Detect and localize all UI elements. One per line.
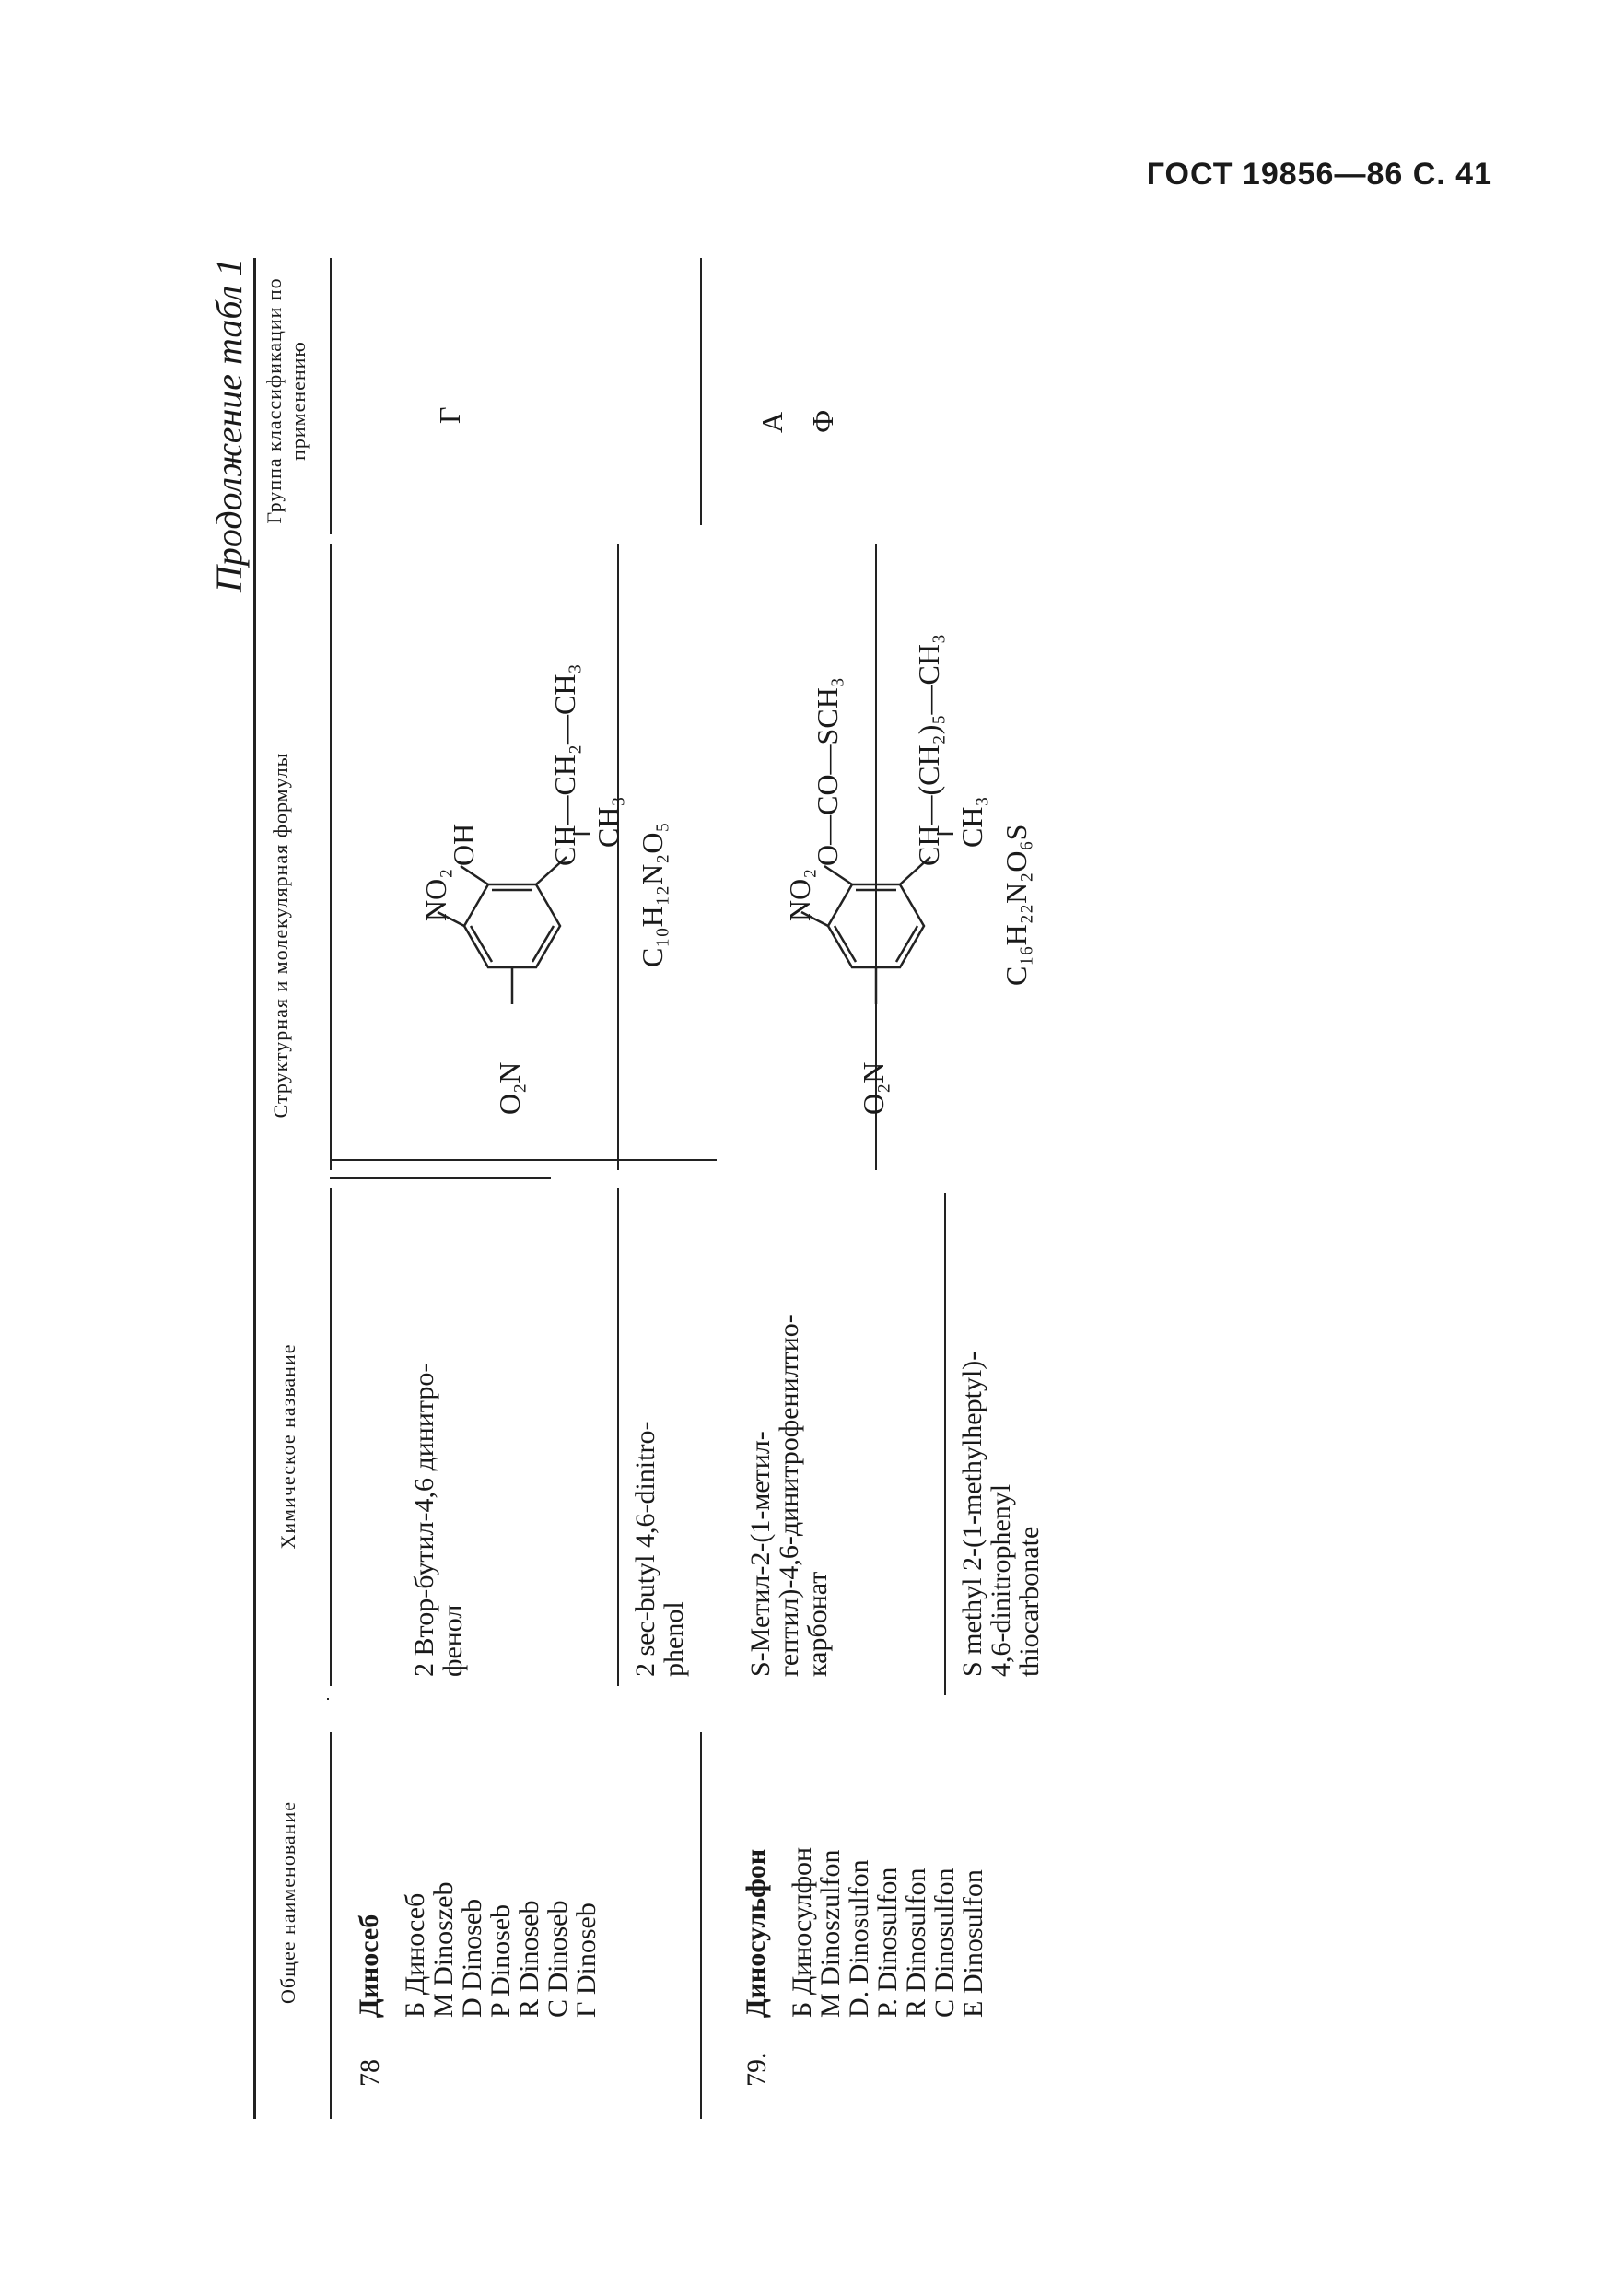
- row-79-synonyms: Б Диносулфон М Dinoszulfon D. Dinosulfon P. Dinosulfon R Dinosulfon C Dinosulfon E Dinosulfon: [787, 1846, 988, 2018]
- row-79-no2: NO₂: [783, 868, 816, 921]
- row-78-chain: CH—CH₂—CH₃: [548, 663, 581, 866]
- row-79-o2n: O₂N: [857, 1061, 890, 1115]
- row-78-chem-ru: 2 Втор-бутил-4,6 динитро- фенол: [409, 1363, 468, 1677]
- row-78-no2: NO₂: [419, 868, 452, 921]
- row-79-chain: CH—(CH₂)₅—CH₃: [912, 633, 945, 866]
- row-79-common-name: Диносульфон: [741, 1848, 771, 2018]
- header-rule-common: [330, 1732, 332, 2119]
- page-header: ГОСТ 19856—86 С. 41: [1146, 157, 1492, 192]
- sub-separator-78: [617, 1188, 619, 1686]
- sub-separator-79: [944, 1193, 946, 1695]
- row-78-molecular: C₁₀H₁₂N₂O₅: [636, 822, 669, 967]
- col-header-struct: Структурная и молекулярная формулы: [269, 752, 292, 1118]
- header-rule-group: [330, 258, 332, 534]
- table-top-rule: [253, 258, 256, 2119]
- rotated-table: [208, 258, 1492, 2119]
- row-78-oh: OH: [447, 823, 480, 866]
- row-78-common-name: Диносеб: [354, 1914, 384, 2018]
- row-78-synonyms: Б Диносеб М Dinoszeb D Dinoseb P Dinoseb R Dinoseb C Dinoseb Г Dinoseb: [400, 1881, 602, 2018]
- row-separator-group: [700, 258, 702, 525]
- row-79-chem-ru: S-Метил-2-(1-метил- гептил)-4,6-динитрофенилтио- карбонат: [745, 1314, 833, 1677]
- row-78-o2n: O₂N: [493, 1061, 526, 1115]
- row-79-chem-en: S methyl 2-(1-methylheptyl)- 4,6-dinitrophenyl thiocarbonate: [957, 1351, 1045, 1677]
- row-79-group-2: Ф: [806, 409, 839, 433]
- header-rule-struct: [330, 544, 332, 1170]
- col-header-common: Общее наименование: [276, 1801, 299, 2004]
- row-79-group-1: А: [755, 411, 789, 433]
- row-78-group: Г: [433, 406, 466, 424]
- row-79-molecular: C₁₆H₂₂N₂O₆S: [999, 824, 1033, 986]
- row-78-number: 78: [355, 2059, 385, 2087]
- header-rule-chem: [330, 1188, 332, 1686]
- row-79-ch3: CH₃: [955, 796, 988, 848]
- row-78-chem-en: 2 sec-butyl 4,6-dinitro- phenol: [630, 1421, 689, 1677]
- col-header-group: Группа классификации по применению: [263, 277, 310, 524]
- row-79-number: 79.: [742, 2052, 772, 2087]
- row-79-oco: O—CO—SCH₃: [811, 677, 844, 866]
- row-separator-common: [700, 1732, 702, 2119]
- col-header-chem: Химическое название: [276, 1343, 299, 1550]
- row-78-ch3: CH₃: [591, 796, 625, 848]
- table-continuation: Продолжение табл 1: [208, 258, 250, 593]
